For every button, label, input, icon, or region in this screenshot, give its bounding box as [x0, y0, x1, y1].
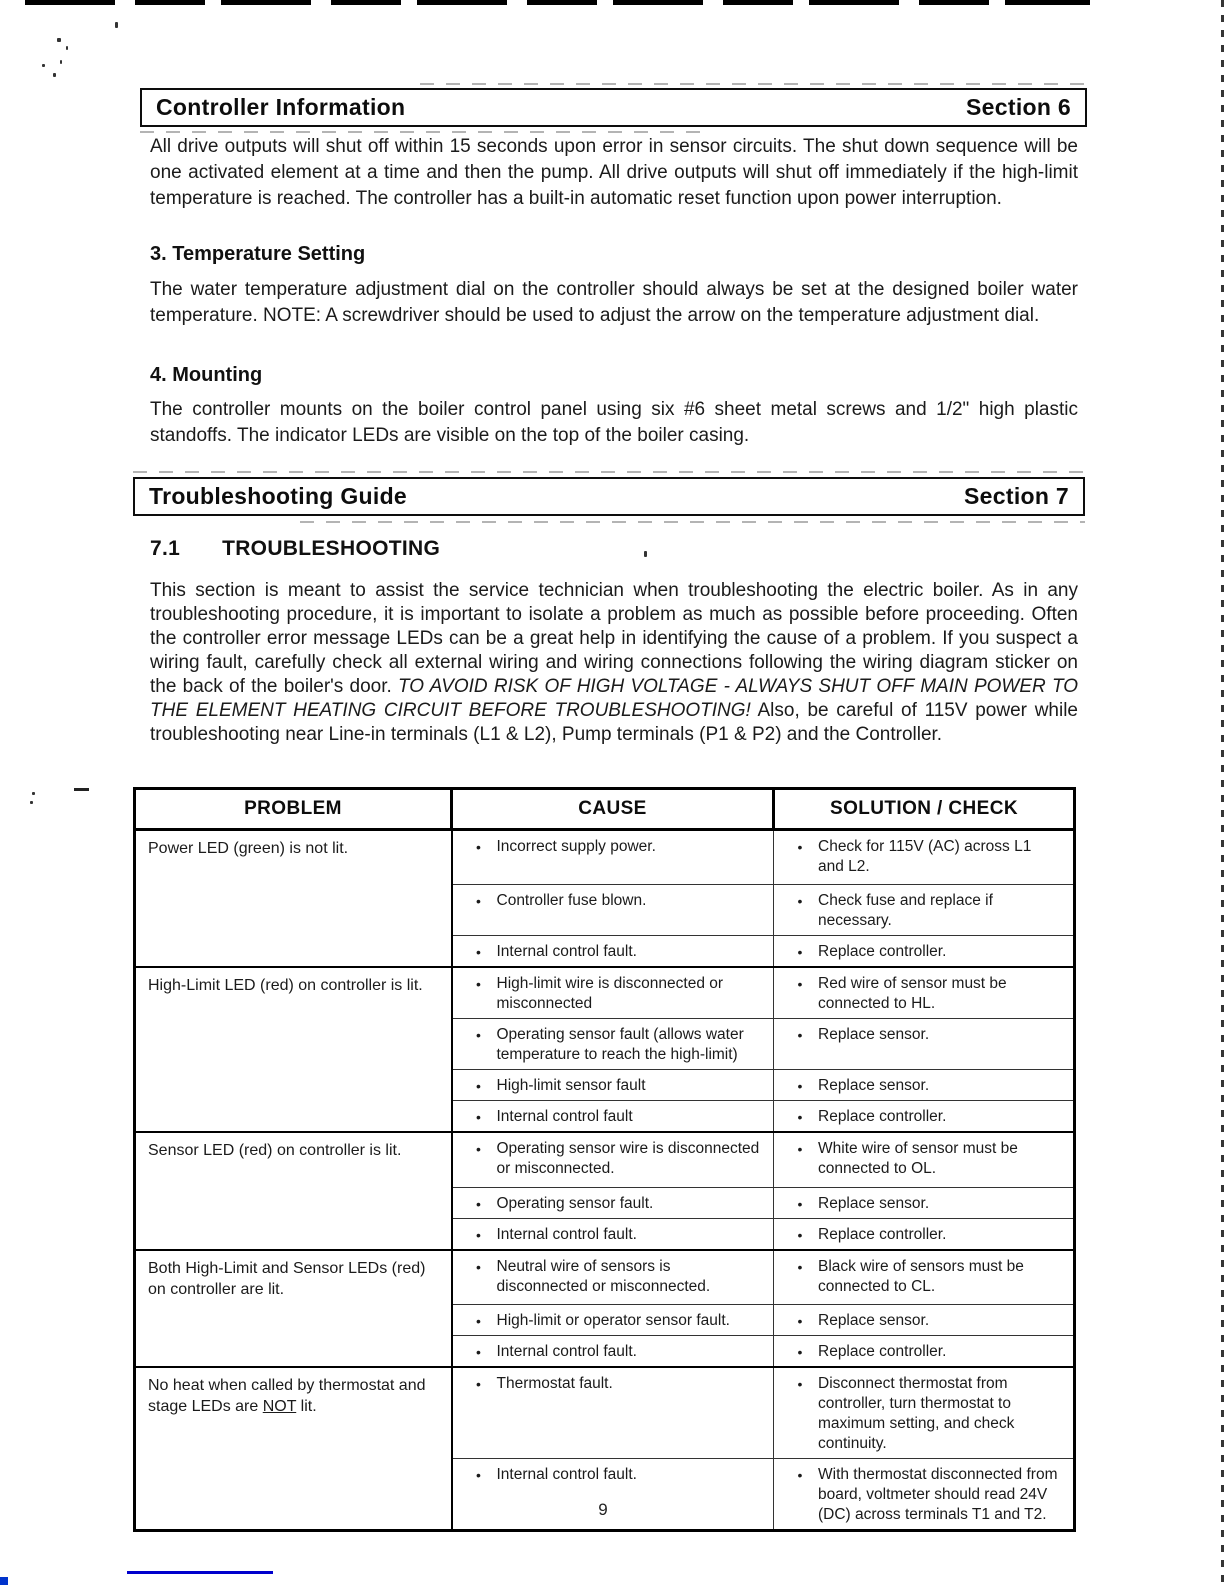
cause-text: Internal control fault.	[496, 1343, 637, 1360]
scan-speck	[60, 60, 62, 64]
bullet-icon: •	[476, 1344, 481, 1360]
scan-speck	[115, 22, 118, 28]
cause-text: Operating sensor fault.	[496, 1194, 654, 1212]
scan-speck	[32, 792, 35, 795]
problem-cell	[135, 967, 452, 1132]
table-header-problem: PROBLEM	[135, 789, 452, 830]
intro-warning-italic: TO AVOID RISK OF HIGH VOLTAGE - ALWAYS SHUT OFF MAIN POWER TO THE ELEMENT HEATING CIRCUIT BEFORE TROUBLESHOOTING!	[150, 676, 1078, 721]
solution-text: Check for 115V (AC) across L1 and L2.	[818, 838, 1032, 875]
section7-title: Troubleshooting Guide	[149, 483, 408, 509]
solution-cell	[774, 1218, 1075, 1250]
section6-header-bar	[140, 88, 1087, 127]
bullet-icon: •	[797, 1376, 803, 1392]
bullet-icon: •	[476, 976, 481, 992]
bullet-icon: •	[797, 1109, 803, 1125]
solution-text: Replace controller.	[818, 1108, 947, 1125]
troubleshooting-heading	[150, 537, 440, 561]
cause-text: High-limit or operator sensor fault.	[496, 1312, 730, 1329]
scan-artifact-right-edge	[1221, 0, 1224, 1585]
solution-text: Check fuse and replace if necessary.	[818, 892, 993, 929]
cause-text: High-limit sensor fault	[496, 1077, 646, 1094]
cause-text: Operating sensor wire is disconnected or misconnected.	[496, 1140, 760, 1177]
cause-cell	[452, 967, 774, 1019]
temperature-setting-heading: 3. Temperature Setting	[150, 243, 366, 265]
solution-cell	[774, 1019, 1075, 1070]
solution-text: Red wire of sensor must be connected to HL.	[818, 975, 1007, 1012]
cause-text: Thermostat fault.	[496, 1375, 613, 1392]
section7-label: Section 7	[964, 483, 1069, 509]
solution-text: Replace sensor.	[818, 1077, 930, 1094]
cause-cell	[452, 1019, 774, 1070]
bullet-icon: •	[476, 1141, 481, 1157]
bullet-icon: •	[797, 1313, 803, 1329]
cause-text: Internal control fault.	[496, 1225, 637, 1243]
solution-cell	[774, 885, 1075, 936]
solution-cell	[774, 1187, 1075, 1218]
bullet-icon: •	[797, 1195, 803, 1212]
bullet-icon: •	[797, 1141, 803, 1157]
problem-text: lit.	[296, 1398, 317, 1415]
scan-artifact-top-line	[25, 0, 1090, 5]
solution-cell	[774, 830, 1075, 885]
bullet-icon: •	[797, 944, 803, 960]
table-row	[135, 1250, 1075, 1305]
mounting-heading: 4. Mounting	[150, 364, 263, 386]
cause-text: Operating sensor fault (allows water temperature to reach the high-limit)	[496, 1026, 744, 1063]
cause-cell	[452, 1336, 774, 1368]
problem-text: No heat when called by thermostat and stage LEDs are	[148, 1377, 426, 1415]
cause-cell	[452, 885, 774, 936]
cause-cell	[452, 936, 774, 968]
cause-cell	[452, 1132, 774, 1187]
problem-text: Sensor LED (red) on controller is lit.	[148, 1142, 402, 1159]
bullet-icon: •	[797, 1226, 803, 1243]
problem-cell	[135, 830, 452, 968]
solution-text: With thermostat disconnected from board, voltmeter should read 24V (DC) across terminals T1 and T2.	[818, 1466, 1058, 1523]
troubleshooting-intro-paragraph	[150, 579, 1078, 747]
bullet-icon: •	[476, 1195, 481, 1212]
scan-dashed-line	[420, 83, 1088, 85]
bullet-icon: •	[476, 944, 481, 960]
temperature-setting-paragraph: The water temperature adjustment dial on the controller should always be set at the designed boiler water temperature. NOTE: A screwdriver should be used to adjust the arrow on the temperature adjustment dial.	[150, 279, 1078, 326]
solution-text: Replace controller.	[818, 943, 947, 960]
scan-dashed-line	[300, 521, 1085, 523]
scan-dashed-line	[133, 471, 1085, 473]
solution-cell	[774, 1336, 1075, 1368]
intro-text-end: Also, be careful of 115V power while troubleshooting near Line-in terminals (L1 & L2), Pump terminals (P1 & P2) and the Controller.	[150, 700, 1078, 745]
bullet-icon: •	[797, 893, 803, 909]
bullet-icon: •	[476, 1226, 481, 1243]
table-header-row	[135, 789, 1075, 830]
solution-cell	[774, 1367, 1075, 1459]
troubleshooting-table	[133, 787, 1076, 1532]
problem-cell	[135, 1132, 452, 1250]
cause-cell	[452, 1101, 774, 1133]
scan-speck	[644, 551, 647, 557]
cause-cell	[452, 830, 774, 885]
section7-header-bar	[133, 477, 1085, 516]
bullet-icon: •	[476, 1313, 481, 1329]
cause-text: Incorrect supply power.	[496, 838, 656, 855]
cause-text: Neutral wire of sensors is disconnected or misconnected.	[496, 1257, 711, 1295]
solution-cell	[774, 1101, 1075, 1133]
page-number: 9	[598, 1500, 608, 1519]
troubleshooting-heading-text: TROUBLESHOOTING	[222, 537, 441, 560]
table-row	[135, 967, 1075, 1019]
scan-artifact-blue-corner	[0, 1577, 8, 1585]
scan-artifact-blue-line	[127, 1571, 273, 1574]
cause-cell	[452, 1305, 774, 1336]
bullet-icon: •	[476, 1027, 481, 1043]
solution-cell	[774, 1070, 1075, 1101]
bullet-icon: •	[476, 839, 481, 855]
cause-cell	[452, 1367, 774, 1459]
problem-text-underlined: NOT	[262, 1398, 297, 1415]
solution-cell	[774, 1132, 1075, 1187]
cause-text: Controller fuse blown.	[496, 892, 647, 909]
table-row	[135, 1132, 1075, 1187]
bullet-icon: •	[797, 1027, 803, 1043]
scan-dash-mark	[74, 788, 89, 791]
problem-text: Both High-Limit and Sensor LEDs (red) on controller are lit.	[148, 1259, 426, 1298]
mounting-paragraph: The controller mounts on the boiler control panel using six #6 sheet metal screws and 1/2" high plastic standoffs. The indicator LEDs are visible on the top of the boiler casing.	[150, 399, 1078, 446]
cause-text: Internal control fault	[496, 1108, 633, 1125]
bullet-icon: •	[797, 1467, 803, 1483]
solution-text: Replace sensor.	[818, 1194, 930, 1212]
scan-speck	[30, 801, 33, 804]
cause-text: Internal control fault.	[496, 1466, 637, 1483]
bullet-icon: •	[476, 1376, 481, 1392]
cause-text: High-limit wire is disconnected or misconnected	[496, 975, 724, 1012]
bullet-icon: •	[797, 1078, 803, 1094]
table-header-cause: CAUSE	[452, 789, 774, 830]
scan-dashed-line	[140, 131, 700, 133]
solution-text: Replace controller.	[818, 1225, 947, 1243]
cause-cell	[452, 1070, 774, 1101]
solution-text: Black wire of sensors must be connected to CL.	[818, 1257, 1024, 1295]
solution-text: Replace sensor.	[818, 1312, 930, 1329]
solution-text: White wire of sensor must be connected to OL.	[818, 1140, 1018, 1177]
bullet-icon: •	[797, 839, 803, 855]
cause-text: Internal control fault.	[496, 943, 637, 960]
bullet-icon: •	[476, 1258, 481, 1275]
bullet-icon: •	[476, 1109, 481, 1125]
solution-cell	[774, 1250, 1075, 1305]
scan-speck	[42, 64, 45, 67]
solution-cell	[774, 967, 1075, 1019]
solution-cell	[774, 936, 1075, 968]
bullet-icon: •	[476, 1467, 481, 1483]
section6-label: Section 6	[966, 94, 1071, 120]
cause-cell	[452, 1218, 774, 1250]
cause-cell	[452, 1187, 774, 1218]
table-row	[135, 1367, 1075, 1459]
solution-text: Disconnect thermostat from controller, turn thermostat to maximum setting, and check continuity.	[818, 1375, 1015, 1452]
bullet-icon: •	[797, 1258, 803, 1275]
cause-cell	[452, 1250, 774, 1305]
section6-intro-paragraph: All drive outputs will shut off within 15 seconds upon error in sensor circuits. The shut down sequence will be one activated element at a time and then the pump. All drive outputs will shut off immediately if the high-limit temperature is reached. The controller has a built-in automatic reset function upon power interruption.	[150, 136, 1078, 209]
scan-speck	[53, 73, 56, 77]
scan-speck	[66, 46, 68, 50]
scan-speck	[57, 38, 61, 42]
solution-text: Replace controller.	[818, 1343, 947, 1360]
section6-title: Controller Information	[156, 94, 406, 120]
intro-text: This section is meant to assist the service technician when troubleshooting the electric boiler. As in any troubleshooting procedure, it is important to isolate a problem as much as possible before proceeding. Often the controller error message LEDs can be a great help in identifying the cause of a problem. If you suspect a wiring fault, carefully check all external wiring and wiring connections following the wiring diagram sticker on the back of the boiler's door.	[150, 580, 1078, 697]
bullet-icon: •	[797, 1344, 803, 1360]
solution-text: Replace sensor.	[818, 1026, 930, 1043]
bullet-icon: •	[797, 976, 803, 992]
bullet-icon: •	[476, 1078, 481, 1094]
table-row	[135, 830, 1075, 885]
table-header-solution: SOLUTION / CHECK	[774, 789, 1075, 830]
problem-cell	[135, 1250, 452, 1368]
troubleshooting-heading-number: 7.1	[150, 537, 181, 560]
solution-cell	[774, 1305, 1075, 1336]
bullet-icon: •	[476, 893, 481, 909]
problem-text: High-Limit LED (red) on controller is lit.	[148, 977, 423, 994]
problem-text: Power LED (green) is not lit.	[148, 840, 349, 857]
